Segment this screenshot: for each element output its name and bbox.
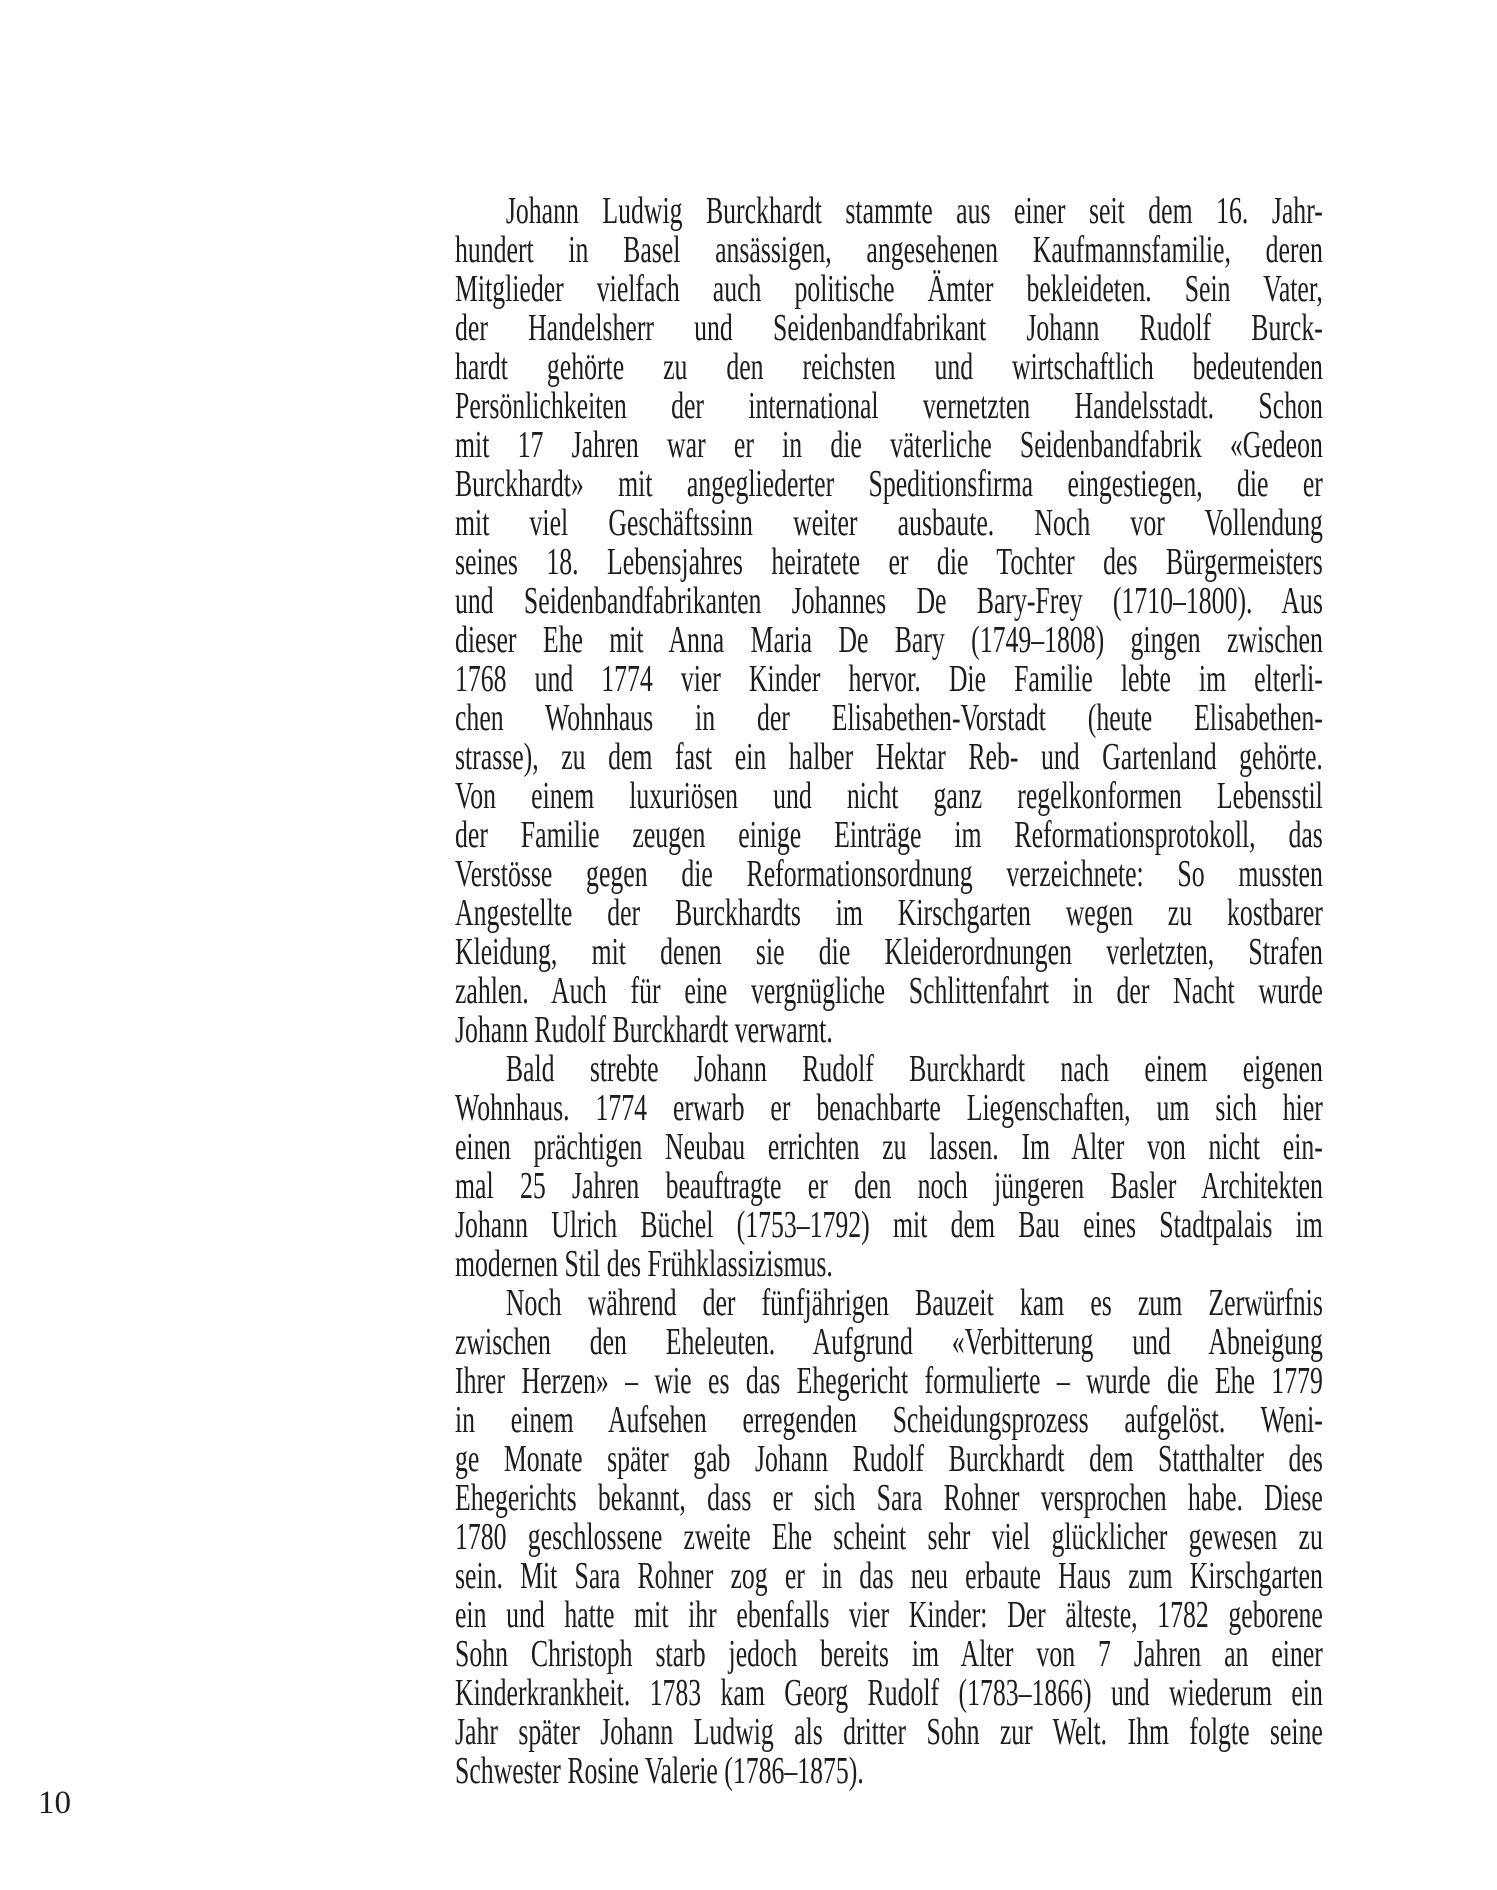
text-line: zwischen den Eheleuten. Aufgrund «Verbitterung und Abneigung bbox=[455, 1321, 1323, 1363]
text-line: Kinderkrankheit. 1783 kam Georg Rudolf (1783–1866) und wiederum ein bbox=[455, 1672, 1323, 1714]
text-line: zahlen. Auch für eine vergnügliche Schlittenfahrt in der Nacht wurde bbox=[455, 970, 1323, 1012]
text-line: in einem Aufsehen erregenden Scheidungsprozess aufgelöst. Weni- bbox=[455, 1399, 1323, 1441]
text-line: Verstösse gegen die Reformationsordnung verzeichnete: So mussten bbox=[455, 853, 1323, 895]
text-line: dieser Ehe mit Anna Maria De Bary (1749–1808) gingen zwischen bbox=[455, 619, 1323, 661]
text-line: seines 18. Lebensjahres heiratete er die Tochter des Bürgermeisters bbox=[455, 541, 1323, 583]
text-line: Persönlichkeiten der international vernetzten Handelsstadt. Schon bbox=[455, 385, 1323, 427]
text-line: Mitglieder vielfach auch politische Ämter bekleideten. Sein Vater, bbox=[455, 268, 1323, 310]
text-line: hardt gehörte zu den reichsten und wirtschaftlich bedeutenden bbox=[455, 346, 1323, 388]
text-line: Burckhardt» mit angegliederter Speditionsfirma eingestiegen, die er bbox=[455, 463, 1323, 505]
text-line: mit viel Geschäftssinn weiter ausbaute. Noch vor Vollendung bbox=[455, 502, 1323, 544]
text-line: Kleidung, mit denen sie die Kleiderordnungen verletzten, Strafen bbox=[455, 931, 1323, 973]
text-line: modernen Stil des Frühklassizismus. bbox=[455, 1243, 833, 1285]
text-line: Ihrer Herzen» – wie es das Ehegericht formulierte – wurde die Ehe 1779 bbox=[455, 1360, 1323, 1402]
text-line: Jahr später Johann Ludwig als dritter Sohn zur Welt. Ihm folgte seine bbox=[455, 1711, 1323, 1753]
page-number: 10 bbox=[38, 1785, 71, 1821]
text-line: chen Wohnhaus in der Elisabethen-Vorstadt (heute Elisabethen- bbox=[455, 697, 1323, 739]
text-line: Ehegerichts bekannt, dass er sich Sara Rohner versprochen habe. Diese bbox=[455, 1477, 1323, 1519]
text-line: einen prächtigen Neubau errichten zu lassen. Im Alter von nicht ein- bbox=[455, 1126, 1323, 1168]
text-line: strasse), zu dem fast ein halber Hektar Reb- und Gartenland gehörte. bbox=[455, 736, 1323, 778]
text-line: mit 17 Jahren war er in die väterliche Seidenbandfabrik «Gedeon bbox=[455, 424, 1323, 466]
text-line: Johann Rudolf Burckhardt verwarnt. bbox=[455, 1009, 833, 1051]
text-line: 1768 und 1774 vier Kinder hervor. Die Familie lebte im elterli- bbox=[455, 658, 1323, 700]
text-line: Wohnhaus. 1774 erwarb er benachbarte Liegenschaften, um sich hier bbox=[455, 1087, 1323, 1129]
text-line: Schwester Rosine Valerie (1786–1875). bbox=[455, 1750, 864, 1792]
text-line: mal 25 Jahren beauftragte er den noch jüngeren Basler Architekten bbox=[455, 1165, 1323, 1207]
text-line: hundert in Basel ansässigen, angesehenen Kaufmannsfamilie, deren bbox=[455, 229, 1323, 271]
text-line: Sohn Christoph starb jedoch bereits im Alter von 7 Jahren an einer bbox=[455, 1633, 1323, 1675]
text-line: Johann Ulrich Büchel (1753–1792) mit dem Bau eines Stadtpalais im bbox=[455, 1204, 1323, 1246]
text-line: sein. Mit Sara Rohner zog er in das neu erbaute Haus zum Kirschgarten bbox=[455, 1555, 1323, 1597]
text-line: der Handelsherr und Seidenbandfabrikant Johann Rudolf Burck- bbox=[455, 307, 1323, 349]
text-line: ge Monate später gab Johann Rudolf Burckhardt dem Statthalter des bbox=[455, 1438, 1323, 1480]
text-line: der Familie zeugen einige Einträge im Reformationsprotokoll, das bbox=[455, 814, 1323, 856]
text-line: 1780 geschlossene zweite Ehe scheint sehr viel glücklicher gewesen zu bbox=[455, 1516, 1323, 1558]
text-line: und Seidenbandfabrikanten Johannes De Bary-Frey (1710–1800). Aus bbox=[455, 580, 1323, 622]
text-line: Angestellte der Burckhardts im Kirschgarten wegen zu kostbarer bbox=[455, 892, 1323, 934]
text-line: Bald strebte Johann Rudolf Burckhardt nach einem eigenen bbox=[505, 1048, 1323, 1090]
text-line: Noch während der fünfjährigen Bauzeit kam es zum Zerwürfnis bbox=[505, 1282, 1323, 1324]
text-line: Von einem luxuriösen und nicht ganz regelkonformen Lebensstil bbox=[455, 775, 1323, 817]
text-line: ein und hatte mit ihr ebenfalls vier Kinder: Der älteste, 1782 geborene bbox=[455, 1594, 1323, 1636]
text-column bbox=[455, 192, 1323, 1791]
text-line: Johann Ludwig Burckhardt stammte aus einer seit dem 16. Jahr- bbox=[505, 190, 1323, 232]
